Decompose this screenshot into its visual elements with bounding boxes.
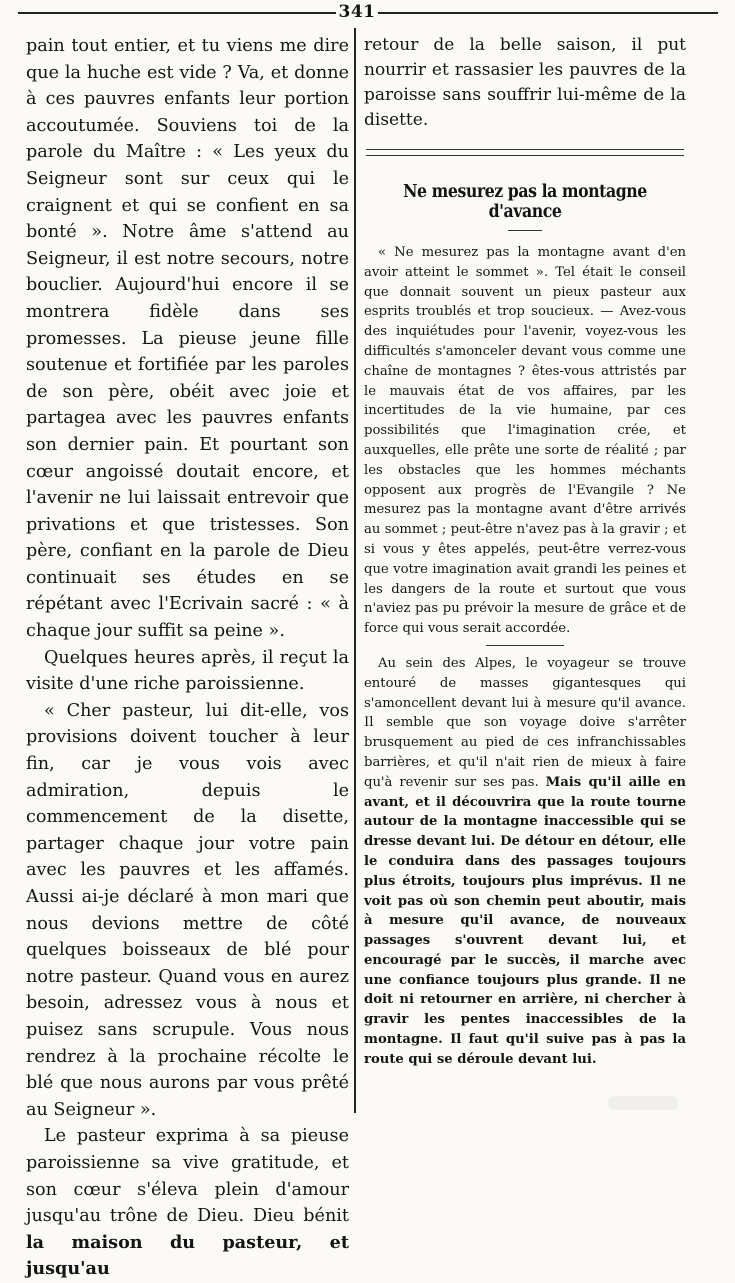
header-rule-left <box>18 12 336 14</box>
bleed-through-smudge <box>608 1096 678 1110</box>
title-underline <box>508 230 542 231</box>
column-divider <box>354 28 356 1113</box>
page-header <box>0 0 735 24</box>
left-paragraph-3: « Cher pasteur, lui dit-elle, vos provisions doivent toucher à leur fin, car je vous vois avec admiration, depuis le commencement de la disette, partager chaque jour votre pain avec les pauvres et les affamés. Aussi ai-je déclaré à mon mari que nous devions mettre de côté quelques boisseaux de blé pour notre pasteur. Quand vous en aurez besoin, adressez vous à nous et puisez sans scrupule. Vous nous rendrez à la prochaine récolte le blé que nous aurons par vous prêté au Seigneur ». <box>26 700 349 1120</box>
left-paragraph-4 <box>26 1123 349 1283</box>
article-body <box>364 243 686 1070</box>
continuation-paragraph: retour de la belle saison, il put nourrir et rassasier les pauvres de la paroisse sans souffrir lui-même de la disette. <box>364 35 686 130</box>
left-paragraph-1: pain tout entier, et tu viens me dire que la huche est vide ? Va, et donne à ces pauvres enfants leur portion accoutumée. Souviens toi de la parole du Maître : « Les yeux du Seigneur sont sur ceux qui le craignent et qui se confient en sa bonté ». Notre âme s'attend au Seigneur, il est notre secours, notre bouclier. Aujourd'hui encore il se montrera fidèle dans ses promesses. La pieuse jeune fille soutenue et fortifiée par les paroles de son père, obéit avec joie et partagea avec les pauvres enfants son dernier pain. Et pourtant son cœur angoissé doutait encore, et l'avenir ne lui laissait entrevoir que privations et que tristesses. Son père, confiant en la parole de Dieu continuait ses études en se répétant avec l'Ecrivain sacré : « à chaque jour suffit sa peine ». <box>26 36 349 642</box>
left-column <box>26 33 349 1283</box>
page-number: 341 <box>338 2 376 22</box>
right-column <box>364 33 686 1070</box>
article-title: Ne mesurez pas la montagne d'avance <box>403 182 647 222</box>
header-rule-right <box>378 12 718 14</box>
left-paragraph-4-text: Le pasteur exprima à sa pieuse paroissienne sa vive gratitude, et son cœur s'éleva plein d'amour jusqu'au trône de Dieu. Dieu bénit <box>26 1126 349 1227</box>
article-paragraph-2 <box>364 654 686 1070</box>
left-paragraph-4-tail: la maison du pasteur, et jusqu'au <box>26 1231 349 1280</box>
article-paragraph-2a: Au sein des Alpes, le voyageur se trouve entouré de masses gigantesques qui s'amoncellent devant lui à mesure qu'il avance. Il semble que son voyage doive s'arrêter brusquement au pied de ces infranchissables barrières, et qu'il n'ait rien de mieux à faire qu'à revenir sur ses pas. <box>364 655 686 790</box>
section-separator <box>366 149 684 156</box>
left-paragraph-2: Quelques heures après, il reçut la visite d'une riche paroissienne. <box>26 647 349 695</box>
paragraph-rule <box>486 645 564 646</box>
article-paragraph-1: « Ne mesurez pas la montagne avant d'en avoir atteint le sommet ». Tel était le conseil que donnait souvent un pieux pasteur aux esprits troublés et trop soucieux. — Avez-vous des inquiétudes pour l'avenir, voyez-vous les difficultés s'amonceler devant vous comme une chaîne de montagnes ? êtes-vous attristés par le mauvais état de vos affaires, par les incertitudes de la vie humaine, par ces possibilités que l'imagination crée, et auxquelles, elle prête une sorte de réalité ; par les obstacles que les hommes méchants opposent aux progrès de l'Evangile ? Ne mesurez pas la montagne avant d'être arrivés au sommet ; peut-être n'avez pas à la gravir ; et si vous y êtes appelés, peut-être verrez-vous que votre imagination avait grandi les peines et les dangers de la route et surtout que vous n'aviez pas pu prévoir la mesure de grâce et de force qui vous serait accordée. <box>364 245 686 637</box>
article-paragraph-2b: Mais qu'il aille en avant, et il découvrira que la route tourne autour de la montagne inaccessible qui se dresse devant lui. De détour en détour, elle le conduira dans des passages toujours plus étroits, toujours plus imprévus. Il ne voit pas où son chemin peut aboutir, mais à mesure qu'il avance, de nouveaux passages s'ouvrent devant lui, et encouragé par le succès, il marche avec une confiance toujours plus grande. Il ne doit ni retourner en arrière, ni chercher à gravir les pentes inaccessibles de la montagne. Il faut qu'il suive pas à pas la route qui se déroule devant lui. <box>364 774 686 1067</box>
